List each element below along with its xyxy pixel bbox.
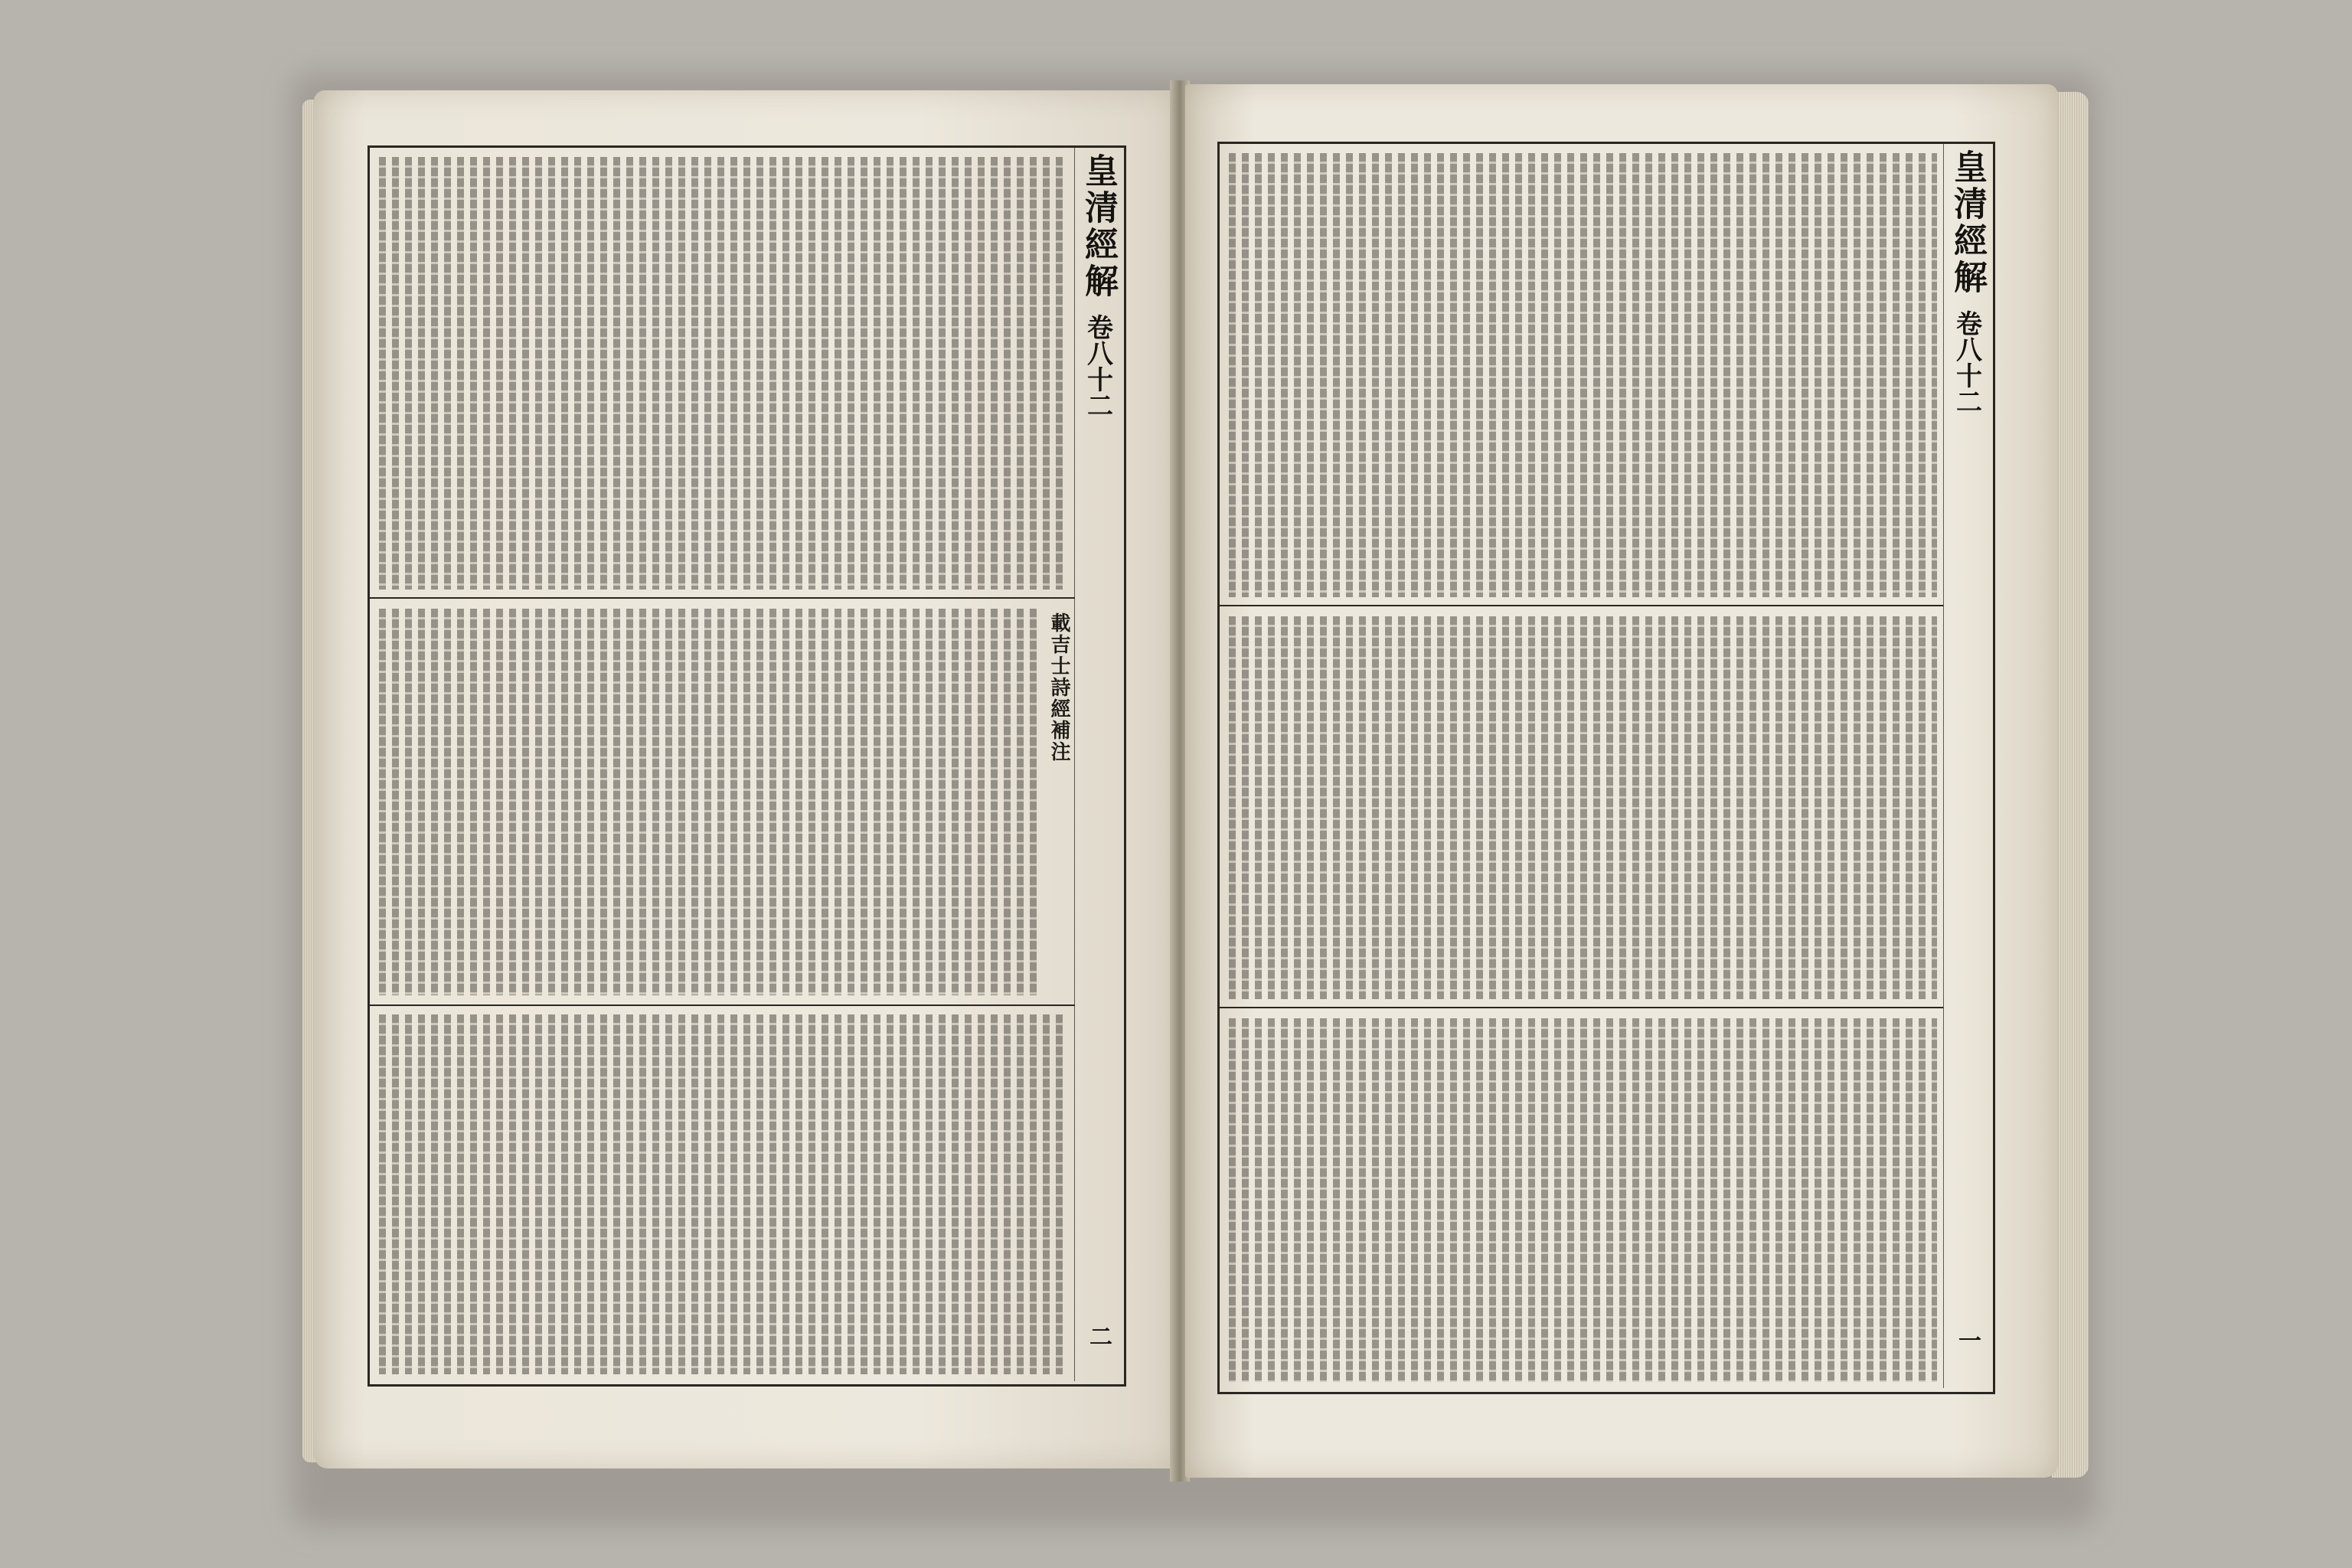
left-text-band-1	[379, 157, 1068, 590]
left-divider-1	[369, 597, 1075, 599]
right-text-band-1	[1229, 153, 1937, 597]
right-spine-column	[1945, 149, 1989, 1382]
right-divider-2	[1219, 1007, 1943, 1008]
right-spine-rule	[1943, 143, 1944, 1388]
right-text-band-3	[1229, 1018, 1937, 1382]
right-divider-1	[1219, 605, 1943, 606]
left-text-band-3	[379, 1014, 1068, 1374]
left-text-band-2	[379, 609, 1037, 995]
right-spine-volume: 卷八十二	[1951, 310, 1982, 414]
right-text-band-2	[1229, 616, 1937, 999]
left-spine-volume: 卷八十二	[1082, 314, 1113, 418]
left-spine-rule	[1074, 147, 1075, 1381]
left-divider-2	[369, 1004, 1075, 1006]
right-spine-title: 皇清經解	[1948, 149, 1987, 296]
left-band-label: 載吉士詩經補注	[1047, 612, 1070, 763]
left-spine-title: 皇清經解	[1079, 153, 1118, 300]
left-folio: 二	[1085, 1325, 1112, 1348]
right-folio: 一	[1954, 1328, 1981, 1351]
left-spine-column	[1076, 153, 1120, 1378]
